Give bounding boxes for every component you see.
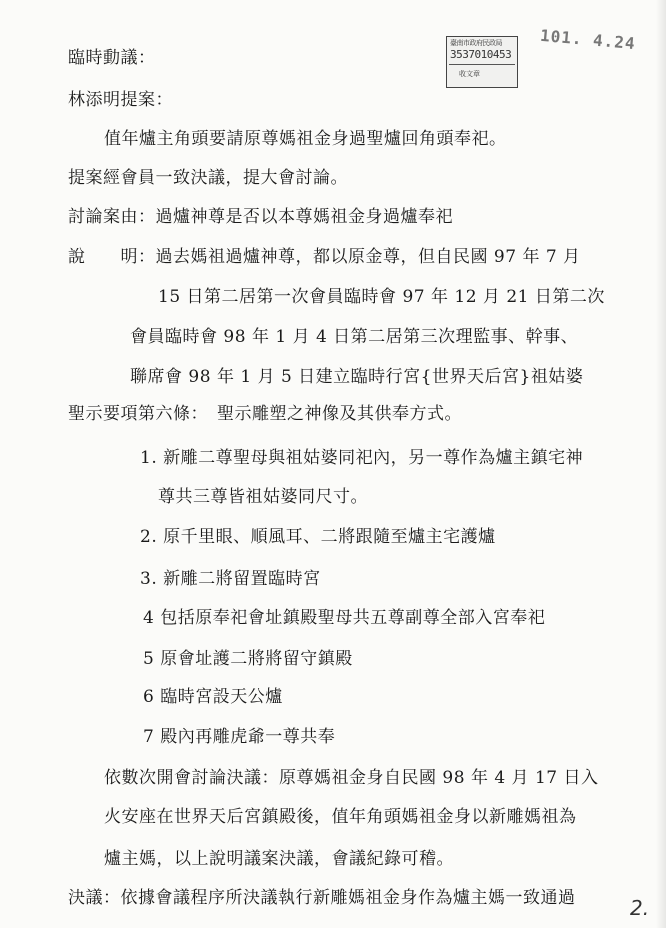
list-item-7: 7 殿內再雕虎爺一尊共奉	[143, 727, 336, 747]
explanation-line-5: 聖示要項第六條： 聖示雕塑之神像及其供奉方式。	[68, 404, 462, 424]
extempore-motion-heading: 臨時動議：	[68, 48, 156, 68]
list-item-4: 4 包括原奉祀會址鎮殿聖母共五尊副尊全部入宮奉祀	[143, 608, 546, 628]
list-item-3: 3. 新雕二將留置臨時宮	[140, 569, 321, 589]
proposal-text: 值年爐主角頭要請原尊媽祖金身過聖爐回角頭奉祀。	[104, 129, 507, 149]
list-item-5: 5 原會址護二將將留守鎮殿	[143, 649, 353, 669]
list-item-6: 6 臨時宮設天公爐	[143, 687, 283, 707]
date-stamp: 101. 4.24	[539, 25, 637, 54]
explanation-line-4: 聯席會 98 年 1 月 5 日建立臨時行宮{世界天后宮}祖姑婆	[130, 367, 584, 387]
proposal-resolution: 提案經會員一致決議，提大會討論。	[68, 168, 348, 188]
decision-basis-line-3: 爐主媽，以上說明議案決議，會議紀錄可稽。	[104, 849, 454, 869]
final-resolution: 決議：依據會議程序所決議執行新雕媽祖金身作為爐主媽一致通過	[68, 888, 576, 908]
stamp-agency-text: 臺南市政府民政局	[450, 39, 502, 47]
discussion-subject: 討論案由：過爐神尊是否以本尊媽祖金身過爐奉祀	[68, 207, 453, 227]
stamp-number: 3537010453	[450, 48, 512, 61]
stamp-divider	[449, 64, 515, 65]
stamp-bottom-text: 收文章	[459, 70, 480, 78]
page-number: 2.	[630, 896, 650, 920]
decision-basis-line-2: 火安座在世界天后宮鎮殿後，值年角頭媽祖金身以新雕媽祖為	[104, 807, 577, 827]
receipt-stamp	[446, 36, 518, 88]
scan-edge-shadow	[656, 0, 666, 928]
list-item-1: 1. 新雕二尊聖母與祖姑婆同祀內，另一尊作為爐主鎮宅神	[140, 448, 584, 468]
explanation-line-3: 會員臨時會 98 年 1 月 4 日第二居第三次理監事、幹事、	[130, 327, 579, 347]
list-item-1-continued: 尊共三尊皆祖姑婆同尺寸。	[158, 487, 368, 507]
decision-basis-line-1: 依數次開會討論決議：原尊媽祖金身自民國 98 年 4 月 17 日入	[104, 768, 599, 788]
explanation-line-1: 說 明：過去媽祖過爐神尊，都以原金尊，但自民國 97 年 7 月	[68, 247, 581, 267]
list-item-2: 2. 原千里眼、順風耳、二將跟隨至爐主宅護爐	[140, 527, 496, 547]
proposer-heading: 林添明提案：	[68, 90, 173, 110]
explanation-line-2: 15 日第二居第一次會員臨時會 97 年 12 月 21 日第二次	[158, 287, 605, 307]
